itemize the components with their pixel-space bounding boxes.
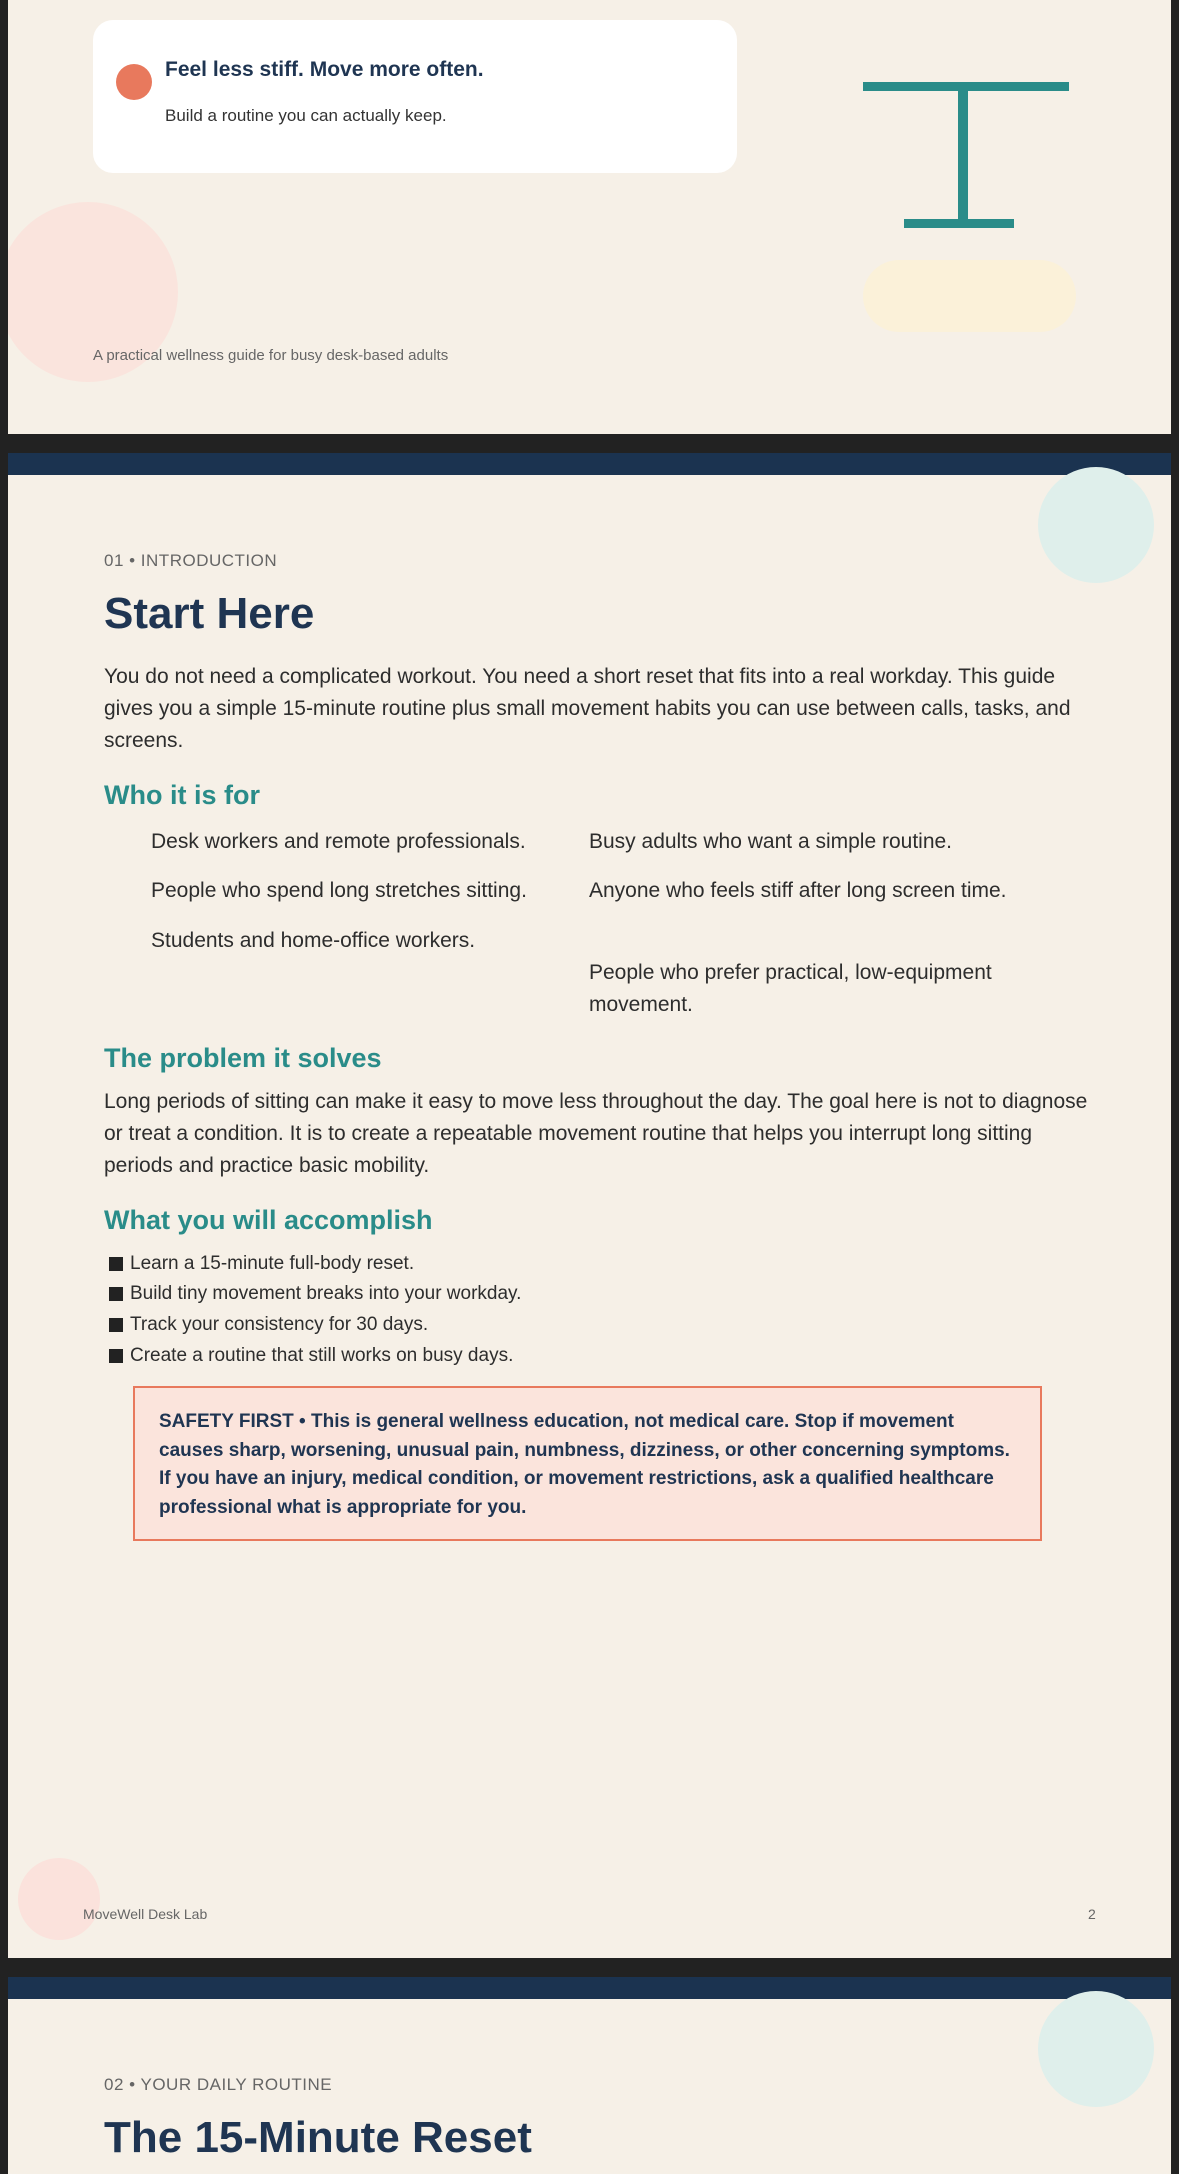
problem-heading: The problem it solves xyxy=(104,1043,382,1073)
cover-page xyxy=(8,0,1171,434)
footer-brand: MoveWell Desk Lab xyxy=(83,1906,208,1922)
square-bullet-icon xyxy=(109,1257,123,1271)
coral-dot-icon xyxy=(116,64,152,100)
intro-paragraph: You do not need a complicated workout. You need a short reset that fits into a real workday. This guide gives you a simple 15-minute routine plus small movement habits you can use between calls, tasks, and screens. xyxy=(104,665,1071,752)
problem-paragraph: Long periods of sitting can make it easy to move less throughout the day. The goal here is not to diagnose or treat a condition. It is to create a repeatable movement routine that helps you interrupt long sitting periods and practice basic mobility. xyxy=(104,1090,1088,1177)
accomplish-item: Learn a 15-minute full-body reset. xyxy=(109,1253,414,1275)
who-item: People who spend long stretches sitting. xyxy=(151,879,527,902)
who-item: Busy adults who want a simple routine. xyxy=(589,830,953,853)
accomplish-item: Create a routine that still works on busy days. xyxy=(109,1345,513,1367)
safety-text: SAFETY FIRST • This is general wellness education, not medical care. Stop if movement causes sharp, worsening, unusual pain, numbness, dizziness, or other concerning symptoms. If you have an injury, medical condition, or movement restrictions, ask a qualified healthcare professional what is appropriate for you. xyxy=(159,1411,1010,1518)
section-eyebrow: 02 • YOUR DAILY ROUTINE xyxy=(104,2075,333,2094)
who-item: People who prefer practical, low-equipment movement. xyxy=(589,961,992,1016)
who-heading: Who it is for xyxy=(104,780,260,810)
hero-card xyxy=(93,20,737,173)
who-item: Anyone who feels stiff after long screen time. xyxy=(589,879,1007,902)
safety-callout xyxy=(133,1386,1042,1541)
decorative-mint-circle xyxy=(1038,1991,1154,2107)
who-item: Desk workers and remote professionals. xyxy=(151,830,526,853)
i-beam-bottom-bar xyxy=(904,219,1014,228)
accomplish-heading: What you will accomplish xyxy=(104,1205,433,1235)
page-number: 2 xyxy=(1088,1906,1096,1922)
hero-card-title: Feel less stiff. Move more often. xyxy=(165,58,484,81)
accomplish-item: Track your consistency for 30 days. xyxy=(109,1314,428,1336)
i-beam-stem xyxy=(958,86,968,222)
decorative-cream-pill xyxy=(863,260,1076,332)
square-bullet-icon xyxy=(109,1318,123,1332)
who-item: Students and home-office workers. xyxy=(151,929,476,952)
decorative-pink-circle xyxy=(18,1858,100,1940)
decorative-mint-circle xyxy=(1038,467,1154,583)
page-title: Start Here xyxy=(104,589,315,638)
page-top-bar xyxy=(8,1977,1171,1999)
page-top-bar xyxy=(8,453,1171,475)
cover-tagline: A practical wellness guide for busy desk-based adults xyxy=(93,347,449,364)
introduction-page xyxy=(8,453,1171,1958)
hero-card-subtitle: Build a routine you can actually keep. xyxy=(165,106,447,125)
page-title: The 15-Minute Reset xyxy=(104,2113,532,2162)
accomplish-item: Build tiny movement breaks into your workday. xyxy=(109,1283,521,1305)
routine-page xyxy=(8,1977,1171,2174)
square-bullet-icon xyxy=(109,1287,123,1301)
square-bullet-icon xyxy=(109,1349,123,1363)
section-eyebrow: 01 • INTRODUCTION xyxy=(104,551,278,570)
